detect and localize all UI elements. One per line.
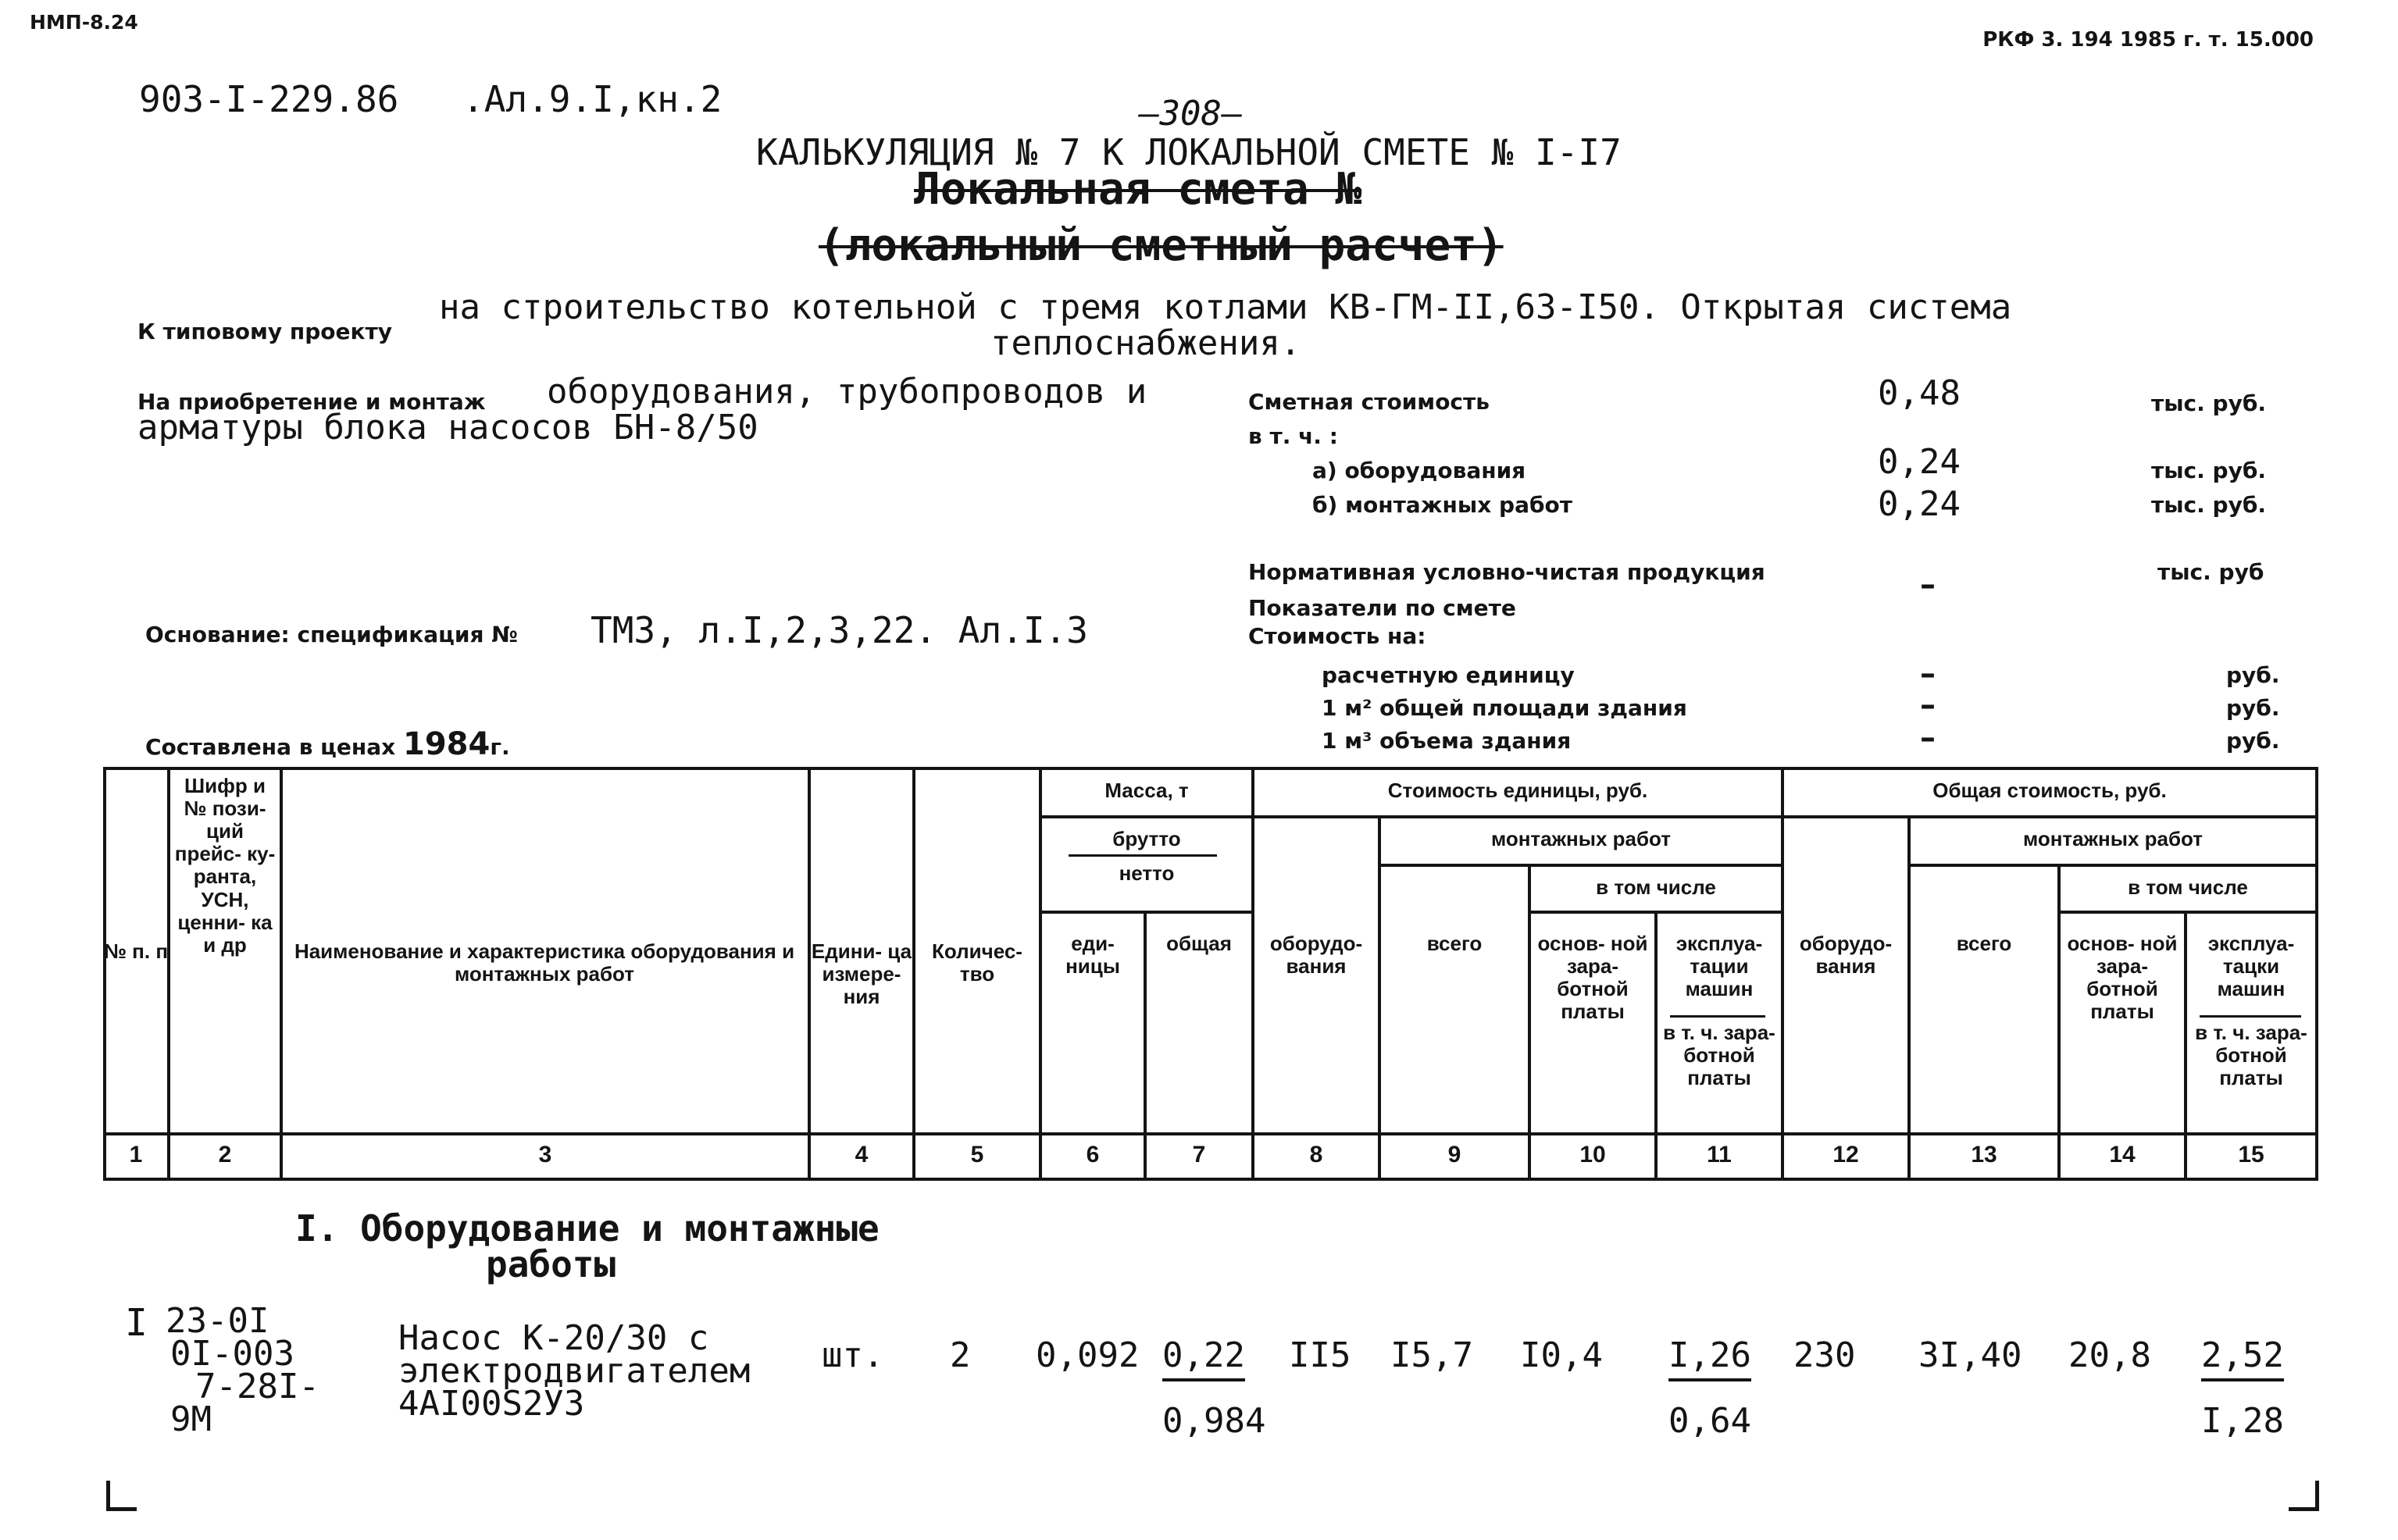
project-line-2: теплоснабжения. bbox=[990, 323, 1301, 363]
th-unit-install: монтажных работ bbox=[1490, 827, 1672, 850]
row-code-4: 9М bbox=[170, 1399, 212, 1439]
th-code: Шифр и № пози- ций прейс- ку- ранта, УСН, ценни- ка и др bbox=[174, 774, 276, 957]
section-title-line-1: I. Оборудование и монтажные bbox=[295, 1207, 880, 1249]
calc-unit-rub: руб. bbox=[2226, 662, 2280, 688]
th-brutto: брутто bbox=[1112, 827, 1181, 850]
col-divider bbox=[1907, 817, 1911, 1181]
row-code-1: 23-0I bbox=[166, 1301, 269, 1341]
row-num: I bbox=[125, 1301, 148, 1345]
th-mass-unit: еди- ницы bbox=[1065, 932, 1120, 979]
calc-unit-label: расчетную единицу bbox=[1322, 662, 1575, 688]
col-number: 1 bbox=[129, 1142, 143, 1167]
th-total-incl: в том числе bbox=[2128, 875, 2248, 899]
struck-title-1: Локальная смета № bbox=[914, 164, 1362, 215]
col-number: 13 bbox=[1971, 1142, 1997, 1167]
col-number: 4 bbox=[855, 1142, 869, 1167]
row-unit-equipment: II5 bbox=[1289, 1335, 1351, 1375]
row-code-2: 0I-003 bbox=[170, 1334, 294, 1374]
row-divider bbox=[1528, 911, 1781, 914]
col-number: 11 bbox=[1707, 1142, 1732, 1167]
row-name-3: 4АI00S2У3 bbox=[398, 1384, 585, 1424]
project-line-1: на строительство котельной с тремя котлами КВ-ГМ-II,63-I50. Открытая система bbox=[439, 287, 2012, 327]
th-name: Наименование и характеристика оборудования и монтажных работ bbox=[294, 939, 795, 986]
th-mass-total: общая bbox=[1166, 932, 1232, 955]
net-unit: тыс. руб bbox=[2157, 559, 2264, 585]
top-left-code: НМП-8.24 bbox=[30, 11, 138, 34]
row-total-all: 3I,40 bbox=[1918, 1335, 2022, 1375]
estimate-table-header bbox=[103, 767, 2318, 1181]
row-name-1: Насос К-20/30 с bbox=[398, 1318, 709, 1358]
cost-unit: тыс. руб. bbox=[2151, 390, 2267, 416]
row-divider bbox=[2057, 911, 2317, 914]
th-qty: Количес- тво bbox=[932, 939, 1022, 986]
prices-label: Составлена в ценах bbox=[145, 734, 396, 760]
th-total-equipment: оборудо- вания bbox=[1799, 932, 1893, 979]
equip-unit: тыс. руб. bbox=[2151, 458, 2267, 483]
table-border bbox=[103, 1178, 2318, 1181]
calc-title: КАЛЬКУЛЯЦИЯ № 7 К ЛОКАЛЬНОЙ СМЕТЕ № I-I7 bbox=[756, 131, 1622, 173]
th-mass: Масса, т bbox=[1104, 779, 1189, 802]
col-number: 5 bbox=[970, 1142, 984, 1167]
purpose-line-1: оборудования, трубопроводов и bbox=[547, 372, 1147, 412]
th-unit-machines-wage: в т. ч. зара- ботной платы bbox=[1663, 1021, 1775, 1090]
col-number: 10 bbox=[1579, 1142, 1606, 1167]
prices-line bbox=[145, 726, 510, 762]
incl-label: в т. ч. : bbox=[1248, 423, 1338, 449]
machines-line bbox=[1670, 1015, 1765, 1018]
th-num: № п. п bbox=[103, 939, 169, 963]
table-border bbox=[103, 1132, 2318, 1135]
th-total-machines-wage: в т. ч. зара- ботной платы bbox=[2195, 1021, 2307, 1090]
page-number-value: 308 bbox=[1159, 94, 1222, 134]
prices-year: 1984 bbox=[402, 726, 491, 762]
row-mass-unit: 0,092 bbox=[1036, 1335, 1140, 1375]
cost-label: Сметная стоимость bbox=[1248, 389, 1490, 415]
row-total-machines-bottom: I,28 bbox=[2201, 1401, 2284, 1441]
volume-label: 1 м³ объема здания bbox=[1322, 728, 1572, 754]
row-unit: шт. bbox=[822, 1335, 884, 1375]
th-unit-equipment: оборудо- вания bbox=[1269, 932, 1363, 979]
net-value: – bbox=[1920, 567, 1936, 603]
net-label: Нормативная условно-чистая продукция bbox=[1248, 559, 1765, 585]
struck-title-2: (локальный сметный расчет) bbox=[819, 220, 1504, 271]
table-border bbox=[103, 767, 2318, 770]
th-total-all: всего bbox=[1956, 932, 2012, 955]
project-label: К типовому проекту bbox=[137, 319, 393, 344]
purpose-line-2: арматуры блока насосов БН-8/50 bbox=[137, 408, 758, 447]
row-name-2: электродвигателем bbox=[398, 1351, 751, 1391]
col-number: 2 bbox=[218, 1142, 232, 1167]
col-number: 6 bbox=[1086, 1142, 1100, 1167]
cost-per-label: Стоимость на: bbox=[1248, 623, 1426, 649]
th-netto: нетто bbox=[1119, 861, 1175, 885]
th-total-cost: Общая стоимость, руб. bbox=[1932, 779, 2167, 802]
machines-line bbox=[2200, 1015, 2301, 1018]
purpose-label: На приобретение и монтаж bbox=[137, 389, 486, 415]
th-unit-incl: в том числе bbox=[1596, 875, 1716, 899]
install-label: б) монтажных работ bbox=[1312, 492, 1572, 518]
corner-mark-bottom-left bbox=[106, 1481, 137, 1511]
area-dash: – bbox=[1920, 687, 1936, 723]
th-unit-machines: эксплуа- тации машин bbox=[1675, 932, 1763, 1001]
th-total-wage: основ- ной зара- ботной платы bbox=[2067, 932, 2178, 1024]
row-mass-total-bottom: 0,984 bbox=[1162, 1401, 1266, 1441]
row-total-machines-top: 2,52 bbox=[2201, 1335, 2284, 1381]
col-number: 8 bbox=[1309, 1142, 1323, 1167]
th-unit-cost: Стоимость единицы, руб. bbox=[1387, 779, 1648, 802]
th-unit-all: всего bbox=[1426, 932, 1483, 955]
install-value: 0,24 bbox=[1878, 484, 1961, 524]
row-divider bbox=[1907, 864, 2317, 867]
calc-unit-dash: – bbox=[1920, 656, 1936, 692]
area-rub: руб. bbox=[2226, 695, 2280, 721]
row-total-wage: 20,8 bbox=[2068, 1335, 2151, 1375]
row-divider bbox=[1039, 815, 2317, 818]
row-total-equipment: 230 bbox=[1793, 1335, 1856, 1375]
th-unit-wage: основ- ной зара- ботной платы bbox=[1537, 932, 1648, 1024]
equip-value: 0,24 bbox=[1878, 442, 1961, 482]
row-divider bbox=[1378, 864, 1781, 867]
corner-mark-bottom-right bbox=[2289, 1481, 2319, 1511]
volume-rub: руб. bbox=[2226, 728, 2280, 754]
th-total-install: монтажных работ bbox=[2022, 827, 2204, 850]
col-number: 15 bbox=[2238, 1142, 2264, 1167]
th-unit: Едини- ца измере- ния bbox=[811, 939, 912, 1009]
row-mass-total-top: 0,22 bbox=[1162, 1335, 1245, 1381]
col-number: 12 bbox=[1832, 1142, 1859, 1167]
cost-value: 0,48 bbox=[1878, 373, 1961, 413]
page-number: —308— bbox=[1139, 94, 1243, 134]
area-label: 1 м² общей площади здания bbox=[1322, 695, 1687, 721]
col-number: 7 bbox=[1192, 1142, 1206, 1167]
row-qty: 2 bbox=[950, 1335, 971, 1375]
top-right-code: РКФ 3. 194 1985 г. т. 15.000 bbox=[1982, 28, 2314, 52]
col-number: 14 bbox=[2109, 1142, 2136, 1167]
row-unit-machines-bottom: 0,64 bbox=[1668, 1401, 1751, 1441]
section-title-line-2: работы bbox=[486, 1243, 616, 1285]
table-border bbox=[2315, 767, 2318, 1181]
volume-dash: – bbox=[1920, 720, 1936, 756]
col-divider bbox=[1378, 817, 1381, 1181]
basis-label: Основание: спецификация № bbox=[145, 622, 518, 647]
th-total-machines: эксплуа- тацки машин bbox=[2207, 932, 2295, 1001]
row-divider bbox=[1039, 911, 1253, 914]
album-ref: .Ал.9.I,кн.2 bbox=[462, 78, 723, 120]
equip-label: а) оборудования bbox=[1312, 458, 1526, 483]
row-unit-all: I5,7 bbox=[1390, 1335, 1473, 1375]
col-number: 3 bbox=[538, 1142, 552, 1167]
col-number: 9 bbox=[1447, 1142, 1461, 1167]
basis-value: ТМ3, л.I,2,3,22. Ал.I.3 bbox=[591, 609, 1088, 651]
row-unit-wage: I0,4 bbox=[1520, 1335, 1603, 1375]
doc-number: 903-I-229.86 bbox=[139, 78, 399, 120]
row-code-3: 7-28I- bbox=[195, 1367, 319, 1406]
brutto-netto-line bbox=[1069, 854, 1217, 857]
col-divider bbox=[280, 767, 283, 1181]
row-unit-machines-top: I,26 bbox=[1668, 1335, 1751, 1381]
indicators-label: Показатели по смете bbox=[1248, 595, 1516, 621]
table-border bbox=[103, 767, 106, 1181]
prices-suffix: г. bbox=[490, 734, 510, 760]
install-unit: тыс. руб. bbox=[2151, 492, 2267, 518]
